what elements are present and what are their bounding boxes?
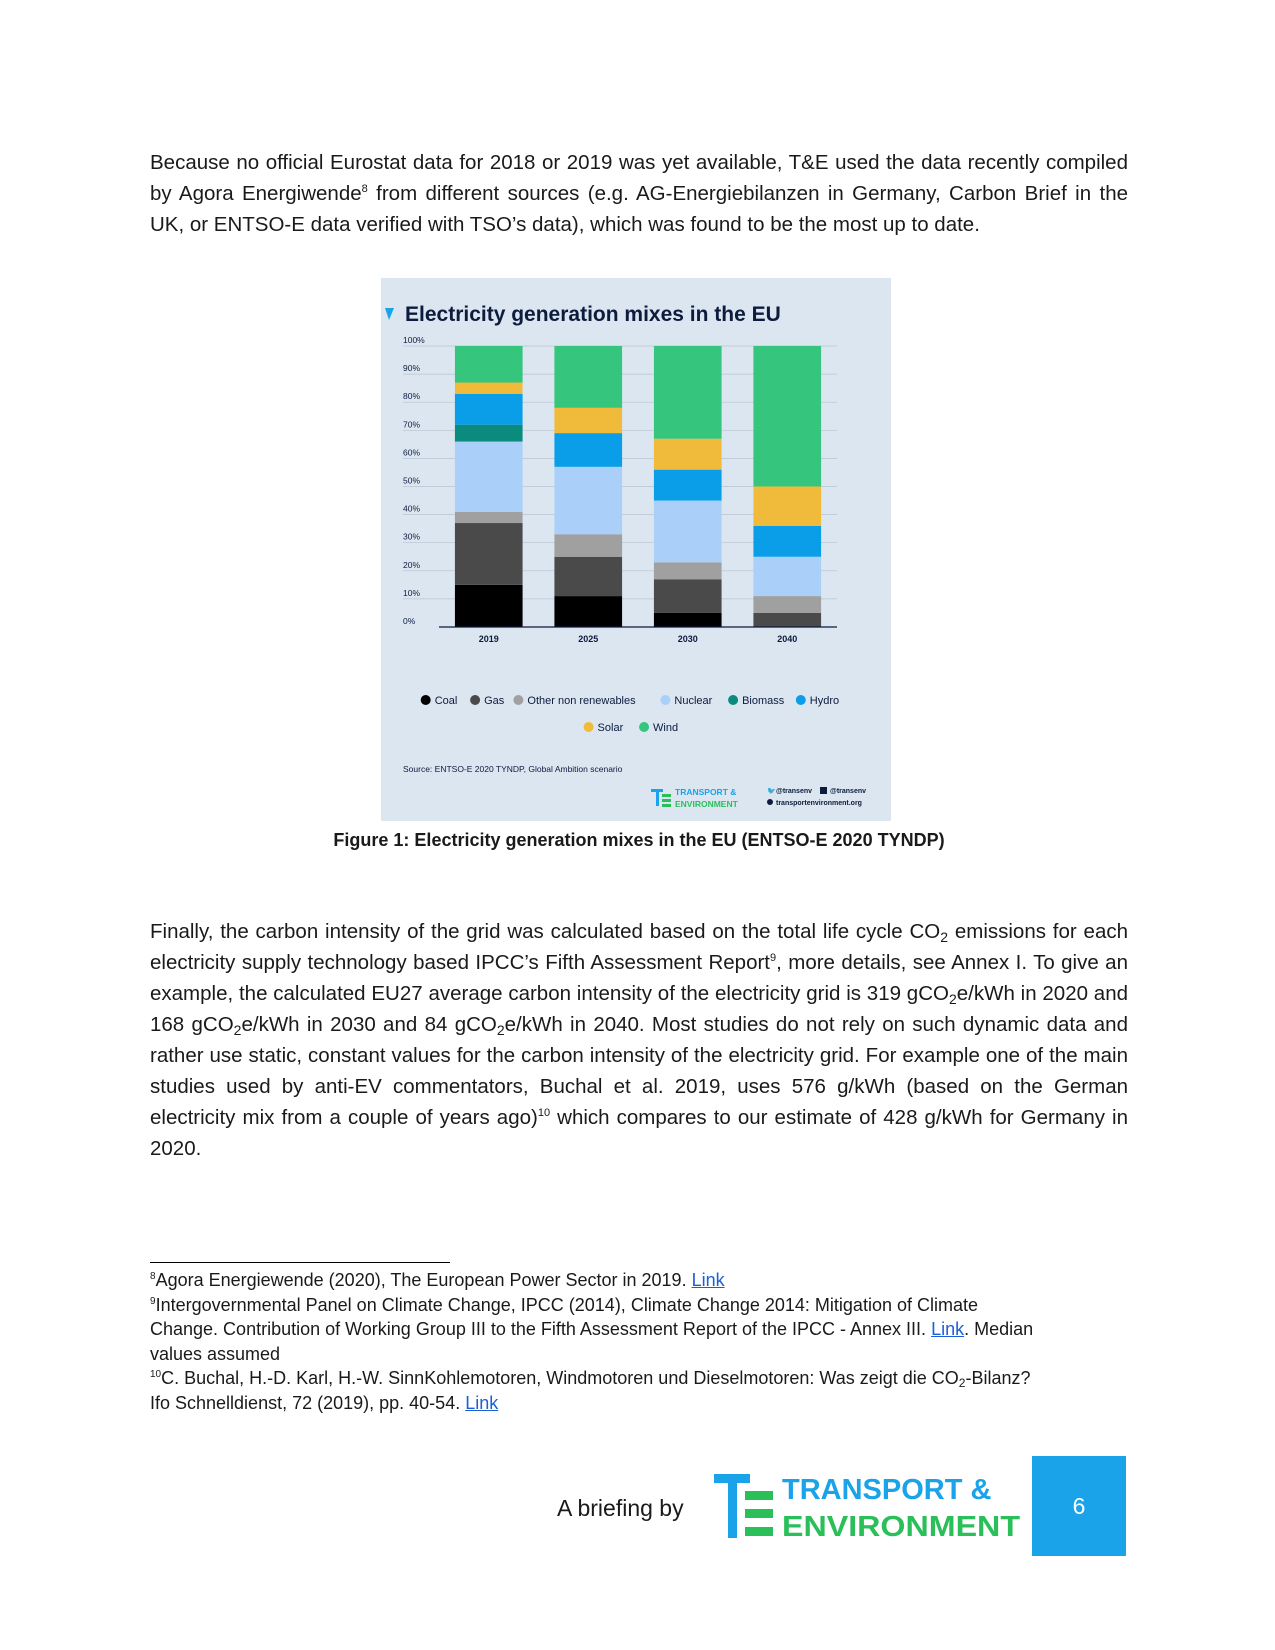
footnote-9: $^9$Intergovernmental Panel on Climate Change, IPCC (2014), Climate Change 2014: Mitigation of Climate Change. Contribution of Working Group III to the Fifth Assessment Report of the IPCC - Annex III. Link. Median values assumed [150,1294,1034,1364]
footnote-ref-8[interactable]: 8 [361,183,368,195]
y-tick-label: 60% [403,447,421,458]
footnote-ref-9[interactable]: 9 [770,952,777,964]
y-tick-label: 30% [403,531,421,542]
legend-swatch [728,695,738,705]
bar-segment [455,346,523,383]
footnote-ref-10[interactable]: 10 [537,1107,551,1119]
bar-segment [654,562,722,579]
legend-swatch [660,695,670,705]
bar-segment [554,596,622,627]
bar-segment [554,467,622,534]
x-tick-label: 2040 [777,634,798,644]
chart-source: Source: ENTSO-E 2020 TYNDP, Global Ambition scenario [403,764,623,774]
svg-text:ENVIRONMENT: ENVIRONMENT [782,1511,1021,1543]
bar-segment [554,433,622,467]
y-tick-label: 0% [403,616,416,626]
figure-chart [381,278,891,821]
bar-segment [753,613,821,627]
chart-social [767,787,866,807]
y-tick-label: 90% [403,363,421,374]
legend-swatch [796,695,806,705]
svg-text:ENVIRONMENT: ENVIRONMENT [675,799,738,809]
footnote-8: $^8$Agora Energiewende (2020), The European Power Sector in 2019. Link [150,1270,725,1290]
chart-title: Electricity generation mixes in the EU [405,303,781,326]
te-logo [714,1466,1024,1544]
bar-segment [753,346,821,487]
x-tick-label: 2019 [478,634,499,644]
footnote-divider [150,1262,450,1263]
bar-segment [654,579,722,613]
twitter-icon: 🐦 [767,788,776,795]
legend-label: Coal [434,695,458,707]
bar-segment [455,442,523,512]
bar-segment [753,526,821,557]
figure-caption: Figure 1: Electricity generation mixes in the EU (ENTSO-E 2020 TYNDP) [333,830,945,850]
svg-text:@transenv: @transenv [776,788,813,795]
y-tick-label: 80% [403,391,421,402]
bar-segment [455,512,523,523]
bar-segment [455,585,523,627]
bar-segment [554,408,622,433]
bar-segment [654,613,722,627]
legend-swatch [513,695,523,705]
carbon-intensity-paragraph: Finally, the carbon intensity of the grid was calculated based on the total life cycle $CO_2$ emissions for each electricity supply technology based IPCC’s Fifth Assessment Report$^9$, more details, see Annex I. To give an example, the calculated EU27 average carbon intensity of the electricity grid is 319 gCO$_2$e/kWh in 2020 and 168 gCO$_2$e/kWh in 2030 and 84 gCO$_2$e/kWh in 2040. Most studies do not rely on such dynamic data and rather use static, constant values for the carbon intensity of the electricity grid. For example one of the main studies used by anti-EV commentators, Buchal et al. 2019, uses 576 g/kWh (based on the German electricity mix from a couple of years ago)$^{10}$ which compares to our estimate of 428 g/kWh for Germany in 2020. [150,920,1129,1160]
footnote-8-link[interactable]: Link [691,1270,725,1290]
web-icon [767,799,773,805]
y-tick-label: 50% [403,475,421,486]
svg-text:@transenv: @transenv [830,788,867,795]
bar-segment [554,346,622,408]
title-marker-icon [385,308,394,320]
footnote-9-link[interactable]: Link [931,1319,965,1339]
bar-segment [554,557,622,596]
legend-label: Solar [597,722,624,734]
bar-segment [654,439,722,470]
y-tick-label: 100% [403,335,425,345]
facebook-icon [820,787,827,794]
intro-paragraph: Because no official Eurostat data for 2018 or 2019 was yet available, T&E used the data recently compiled by Agora Energiwende$^8$ from different sources (e.g. AG-Energiebilanzen in Germany, Carbon Brief in the UK, or ENTSO-E data verified with TSO’s data), which was found to be the most up to date. [150,151,1128,236]
bar-segment [654,470,722,501]
legend-label: Nuclear [674,695,713,707]
y-tick-label: 40% [403,503,421,514]
bar-segment [554,534,622,556]
svg-text:TRANSPORT &: TRANSPORT & [782,1474,992,1506]
y-tick-label: 20% [403,559,421,570]
bar-segment [455,523,523,585]
footnote-10: $^{10}$C. Buchal, H.-D. Karl, H.-W. SinnKohlemotoren, Windmotoren und Dieselmotoren: Was zeigt die $CO_2$-Bilanz? Ifo Schnelldienst, 72 (2019), pp. 40-54. Link [150,1368,1031,1413]
footnote-10-link[interactable]: Link [465,1392,499,1413]
footnotes [150,1268,1050,1415]
chart-logo [651,787,739,809]
bar-segment [455,383,523,394]
briefing-label: A briefing by [557,1495,684,1521]
bar-segment [753,596,821,613]
bar-segment [654,501,722,563]
legend-swatch [584,722,594,732]
chart-legend [421,695,839,734]
page-number: 6 [1032,1456,1126,1556]
svg-text:TRANSPORT &: TRANSPORT & [675,787,737,797]
legend-label: Gas [484,695,505,707]
stacked-bar-chart [381,278,891,821]
y-tick-label: 10% [403,587,421,598]
bar-segment [654,346,722,439]
legend-label: Other non renewables [527,695,636,707]
bar-segment [753,557,821,596]
legend-label: Biomass [742,695,785,707]
legend-swatch [470,695,480,705]
x-tick-label: 2030 [677,634,698,644]
bar-segment [455,394,523,425]
bar-segment [455,425,523,442]
svg-text:transportenvironment.org: transportenvironment.org [776,800,862,807]
legend-swatch [639,722,649,732]
legend-swatch [421,695,431,705]
legend-label: Wind [653,722,679,734]
y-tick-label: 70% [403,419,421,430]
x-tick-label: 2025 [578,634,599,644]
bar-segment [753,487,821,526]
legend-label: Hydro [809,695,840,707]
